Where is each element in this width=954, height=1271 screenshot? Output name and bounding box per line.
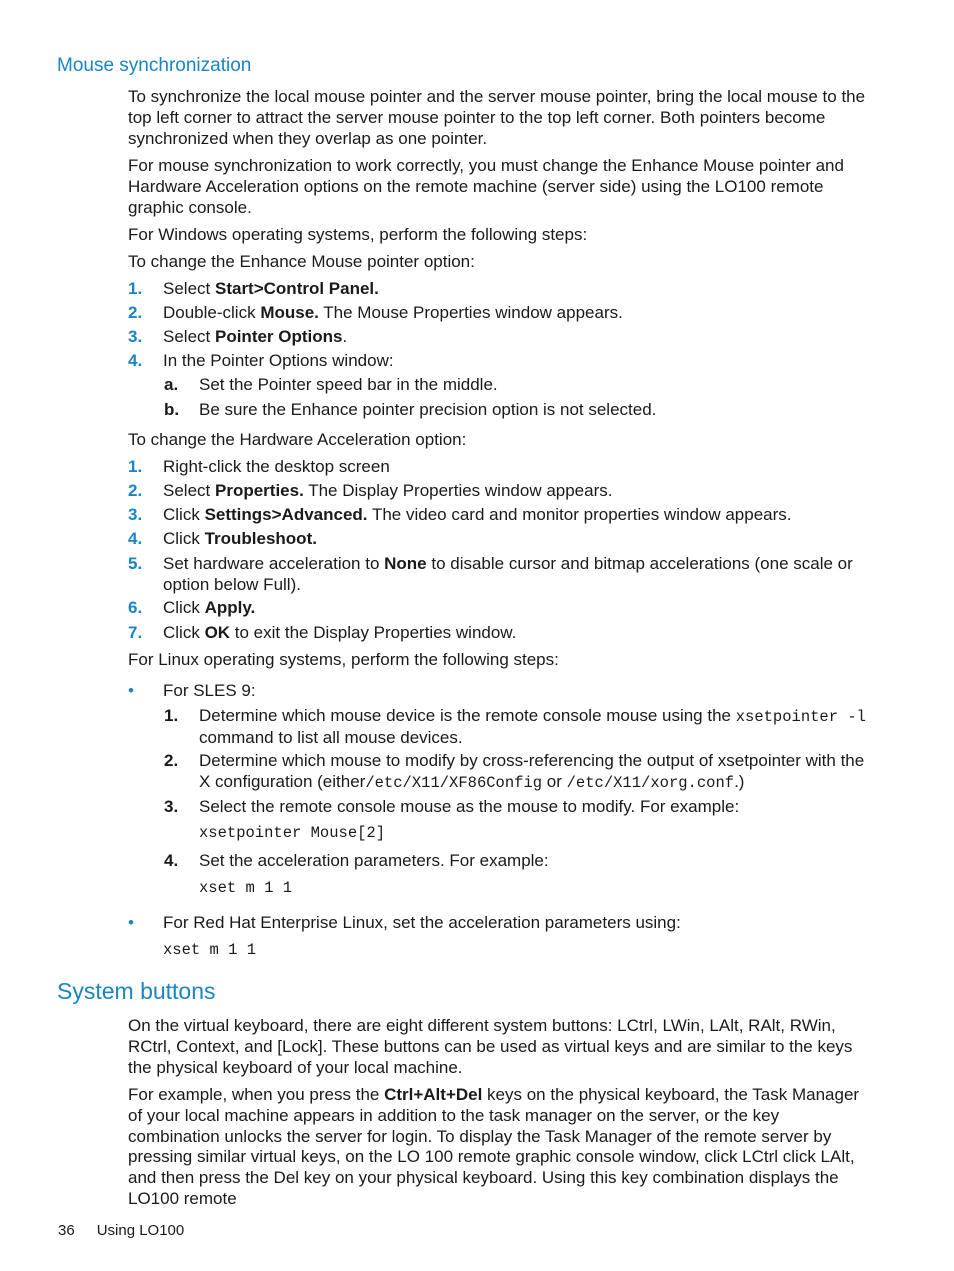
document-page: Mouse synchronization To synchronize the local mouse pointer and the server mouse pointer, bring the local mouse to the top left corner to attract the server mouse pointer to the top left corner. Both pointers become synchronized when they overlap as one pointer. For mouse synchronization to work correctly, you must change the Enhance Mouse pointer and Hardware Acceleration options on the remote machine (server side) using the LO100 remote graphic console. For Windows operating systems, perform the following steps: To change the Enhance Mouse pointer option: 1. Select Start>Control Panel. 2. Double-click Mouse. The Mouse Properties window appears. 3. Select Pointer Options. 4. In the Pointer Options window: a. Set the Pointer speed bar in the middle. b. Be sure the Enhance pointer precision option is not selected. To change the Hardware Acceleration option: 1. Right-click the desktop screen 2. Select Properties. The Display Properties window appears. 3. Click Settings>Advanced. The video card and monitor properties window appears. 4. Click Troubleshoot. 5. Set hardware acceleration to None to disable cursor and bitmap accelerations (one scale or option below Full). 6. Click Apply. 7. Click OK to exit the Display Properties window. For Linux operating systems, perform the following steps: • For SLES 9: 1. Determine which mouse device is the remote console mouse using the xsetpointer -l command to list all mouse devices. 2. Determine which mouse to modify by cross-referencing the output of xsetpointer with the X configuration (either/etc/X11/XF86Config or /etc/X11/xorg.conf.) 3. Select the remote console mouse as the mouse to modify. For example: xsetpointer Mouse[2] 4. Set the acceleration parameters. For example: xset m 1 1 • For Red Hat Enterprise Linux, set the acceleration parameters using: xset m 1 1 System buttons On the virtual keyboard, there are eight different system buttons: LCtrl, LWin, LAlt, RAlt, RWin, RCtrl, Context, and [Lock]. These buttons can be used as virtual keys and are similar to the keys the physical keyboard of your local machine. For example, when you press the Ctrl+Alt+Del keys on the physical keyboard, the Task Manager of your local machine appears in addition to the task manager on the server, or the key combination unlocks the server for login. To display the Task Manager of the remote server by pressing similar virtual keys, on the LO 100 remote graphic console window, click LCtrl click LAlt, and then press the Del key on your physical keyboard. Using this key combination displays the LO100 remote 36 Using LO100 (0, 0, 954, 1271)
paragraph: On the virtual keyboard, there are eight different system buttons: LCtrl, LWin, LAlt, RAlt, RWin, RCtrl, Context, and [Lock]. These buttons can be used as virtual keys and are similar to the keys the physical keyboard of your local machine. (128, 1016, 853, 1077)
page-footer (58, 1222, 206, 1239)
footer-label: Using LO100 (96, 1222, 185, 1239)
paragraph: To change the Enhance Mouse pointer option: (128, 252, 475, 271)
page-number: 36 (58, 1222, 75, 1239)
paragraph: For Windows operating systems, perform the following steps: (128, 225, 588, 244)
paragraph: To change the Hardware Acceleration option: (128, 430, 467, 449)
paragraph: For example, when you press the Ctrl+Alt+Del keys on the physical keyboard, the Task Manager of your local machine appears in addition to the task manager on the server, or the key combination unlocks the server for login. To display the Task Manager of the remote server by pressing similar virtual keys, on the LO 100 remote graphic console window, click LCtrl click LAlt, and then press the Del key on your physical keyboard. Using this key combination displays the LO100 remote (128, 1085, 860, 1208)
bullet-icon: • (128, 681, 134, 700)
paragraph: For Linux operating systems, perform the following steps: (128, 650, 559, 669)
paragraph: To synchronize the local mouse pointer and the server mouse pointer, bring the local mouse to the top left corner to attract the server mouse pointer to the top left corner. Both pointers become synchronized when they overlap as one pointer. (128, 87, 866, 148)
heading-mouse-synchronization: Mouse synchronization (57, 55, 252, 76)
heading-system-buttons: System buttons (57, 978, 216, 1004)
paragraph: For mouse synchronization to work correctly, you must change the Enhance Mouse pointer and Hardware Acceleration options on the remote machine (server side) using the LO100 remote graphic console. (128, 156, 844, 217)
bullet-icon: • (128, 913, 134, 932)
